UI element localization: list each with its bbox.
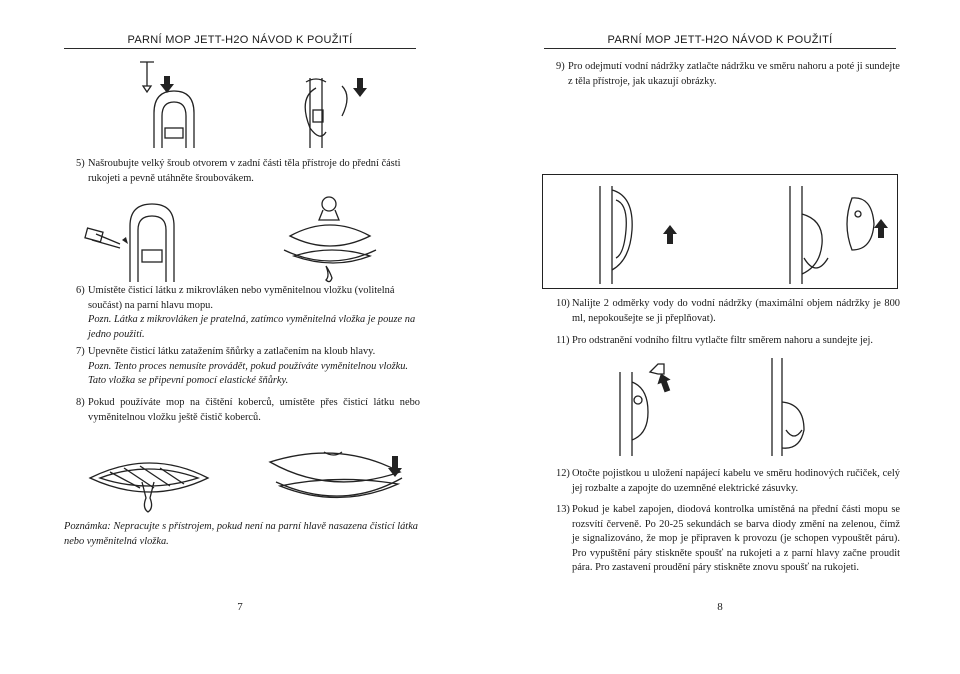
right-page	[480, 0, 960, 674]
step12-text: Otočte pojistkou u uložení napájecí kabelu ve směru hodinových ručiček, celý jej rozbalte a zapojte do uzemněné elektrické zásuvky.	[572, 468, 900, 494]
step11-text: Pro odstranění vodního filtru vytlačte filtr směrem nahoru a sundejte jej.	[572, 335, 873, 346]
figure-step8-carpet-glider	[80, 452, 420, 514]
step9-number: 9)	[556, 61, 565, 72]
step5-text: Našroubujte velký šroub otvorem v zadní části těla přístroje do přední části rukojeti a pevně utáhněte šroubovákem.	[88, 158, 401, 184]
step10	[556, 297, 900, 326]
step12	[556, 467, 900, 496]
left-footnote: Poznámka: Nepracujte s přístrojem, pokud není na parní hlavě nasazena čisticí látka nebo vyměnitelná vložka.	[64, 521, 419, 547]
figure-step5-screw	[110, 58, 370, 158]
step9-text: Pro odejmutí vodní nádržky zatlačte nádržku ve směru nahoru a poté ji sundejte z těla přístroje, jak ukazují obrázky.	[568, 61, 900, 87]
figure-step11-filter-removal	[610, 352, 820, 456]
right-page-header: PARNÍ MOP JETT-H2O NÁVOD K POUŽITÍ	[607, 34, 833, 46]
step7	[76, 345, 428, 389]
figure-step5-screwdriver	[90, 196, 400, 282]
step6-text: Umístěte čisticí látku z mikrovláken nebo vyměnitelnou vložku (volitelná součást) na parní hlavu mopu.	[88, 285, 395, 311]
right-page-number: 8	[717, 601, 723, 613]
step10-number: 10)	[556, 298, 570, 309]
left-page-header: PARNÍ MOP JETT-H2O NÁVOD K POUŽITÍ	[127, 34, 353, 46]
step11	[556, 334, 900, 349]
step12-number: 12)	[556, 468, 570, 479]
step5	[76, 157, 426, 186]
step13-text: Pokud je kabel zapojen, diodová kontrolka umístěná na přední části mopu se rozsvítí červeně. Po 20-25 sekundách se barva diody změní na zelenou, čímž je signalizováno, že mop je připraven k provozu (je schopen vypouštět páru). Pro vypuštění páry stiskněte spoušť na rukojeti a z parní hlavy začne proudit pára. Pro zastavení proudění páry stiskněte znovu spoušť na rukojeti.	[572, 504, 900, 573]
step6	[76, 284, 428, 342]
figure-step9-tank-removal	[542, 174, 898, 289]
step7-text: Upevněte čisticí látku zatažením šňůrky a zatlačením na kloub hlavy.	[88, 346, 376, 357]
right-header-rule	[544, 48, 896, 49]
step6-note: Pozn. Látka z mikrovláken je pratelná, zatímco vyměnitelná vložka je pouze na jedno použití.	[88, 314, 416, 340]
left-header-rule	[64, 48, 416, 49]
step13	[556, 503, 900, 576]
step6-number: 6)	[76, 285, 85, 296]
step8	[76, 396, 420, 425]
step7-number: 7)	[76, 346, 85, 357]
left-page-number: 7	[237, 601, 243, 613]
step9	[556, 60, 901, 89]
step8-text: Pokud používáte mop na čištění koberců, umístěte přes čisticí látku nebo vyměnitelnou vložku ještě čistič koberců.	[88, 397, 420, 423]
step8-number: 8)	[76, 397, 85, 408]
step7-note: Pozn. Tento proces nemusíte provádět, pokud používáte vyměnitelnou vložku. Tato vložka se připevní pomocí elastické šňůrky.	[88, 360, 409, 386]
step10-text: Nalijte 2 odměrky vody do vodní nádržky (maximální objem nádržky je 800 ml, nepokoušejte se ji přeplňovat).	[572, 298, 900, 324]
step13-number: 13)	[556, 504, 570, 515]
step11-number: 11)	[556, 335, 570, 346]
step5-number: 5)	[76, 158, 85, 169]
